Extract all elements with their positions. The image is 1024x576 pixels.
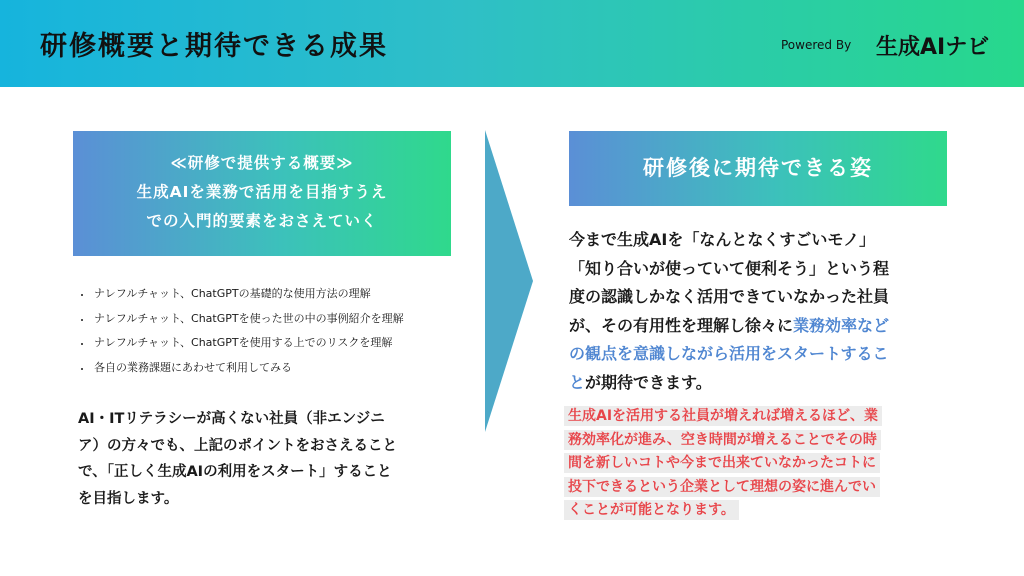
paragraph-line: で、「正しく生成AIの利用をスタート」すること [78, 464, 392, 480]
highlight-text: と [569, 372, 586, 392]
callout-line: くことが可能となります。 [564, 500, 739, 520]
right-arrow-icon [485, 130, 533, 432]
expected-outcome-title: 研修後に期待できる姿 [643, 156, 873, 180]
highlight-line: の観点を意識しながら活用をスタートするこ [569, 344, 889, 363]
header-banner [0, 0, 1024, 87]
outcome-paragraph [569, 226, 953, 397]
overview-box [73, 131, 451, 256]
powered-by-label: Powered By [781, 38, 852, 52]
paragraph-line: AI・ITリテラシーが高くない社員（非エンジニ [78, 411, 385, 427]
bullet-item: • ナレフルチャット、ChatGPTの基礎的な使用方法の理解 [92, 282, 404, 307]
highlight-text: 業務効率など [793, 315, 890, 335]
paragraph-line [569, 312, 953, 341]
benefit-callout [564, 405, 952, 523]
paragraph-line: 今まで生成AIを「なんとなくすごいモノ」 [569, 230, 876, 249]
overview-paragraph [78, 406, 458, 512]
overview-box-line: ≪研修で提供する概要≫ [170, 154, 354, 172]
paragraph-line: を目指します。 [78, 490, 179, 507]
callout-line: 生成AIを活用する社員が増えれば増えるほど、業 [564, 406, 882, 426]
paragraph-text: が、その有用性を理解し徐々に [569, 315, 794, 335]
brand-logo: 生成AIナビ [876, 35, 990, 60]
bullet-item: • 各自の業務課題にあわせて利用してみる [92, 356, 404, 381]
page-title: 研修概要と期待できる成果 [40, 31, 388, 62]
paragraph-line: ア）の方々でも、上記のポイントをおさえること [78, 437, 397, 454]
paragraph-line [569, 369, 953, 398]
paragraph-line: 「知り合いが使っていて便利そう」という程 [569, 258, 890, 278]
overview-box-line: 生成AIを業務で活用を目指すうえ [136, 183, 388, 201]
paragraph-line: 度の認識しかなく活用できていなかった社員 [569, 287, 890, 306]
bullet-item: • ナレフルチャット、ChatGPTを使用する上でのリスクを理解 [92, 331, 404, 356]
callout-line: 務効率化が進み、空き時間が増えることでその時 [564, 430, 881, 450]
overview-bullet-list [78, 282, 404, 380]
overview-box-line: での入門的要素をおさえていく [146, 212, 378, 230]
callout-line: 投下できるという企業として理想の姿に進んでい [564, 477, 880, 497]
bullet-item: • ナレフルチャット、ChatGPTを使った世の中の事例紹介を理解 [92, 307, 404, 332]
callout-line: 間を新しいコトや今まで出来ていなかったコトに [564, 453, 880, 473]
expected-outcome-box [569, 131, 947, 206]
paragraph-text: が期待できます。 [585, 372, 712, 392]
